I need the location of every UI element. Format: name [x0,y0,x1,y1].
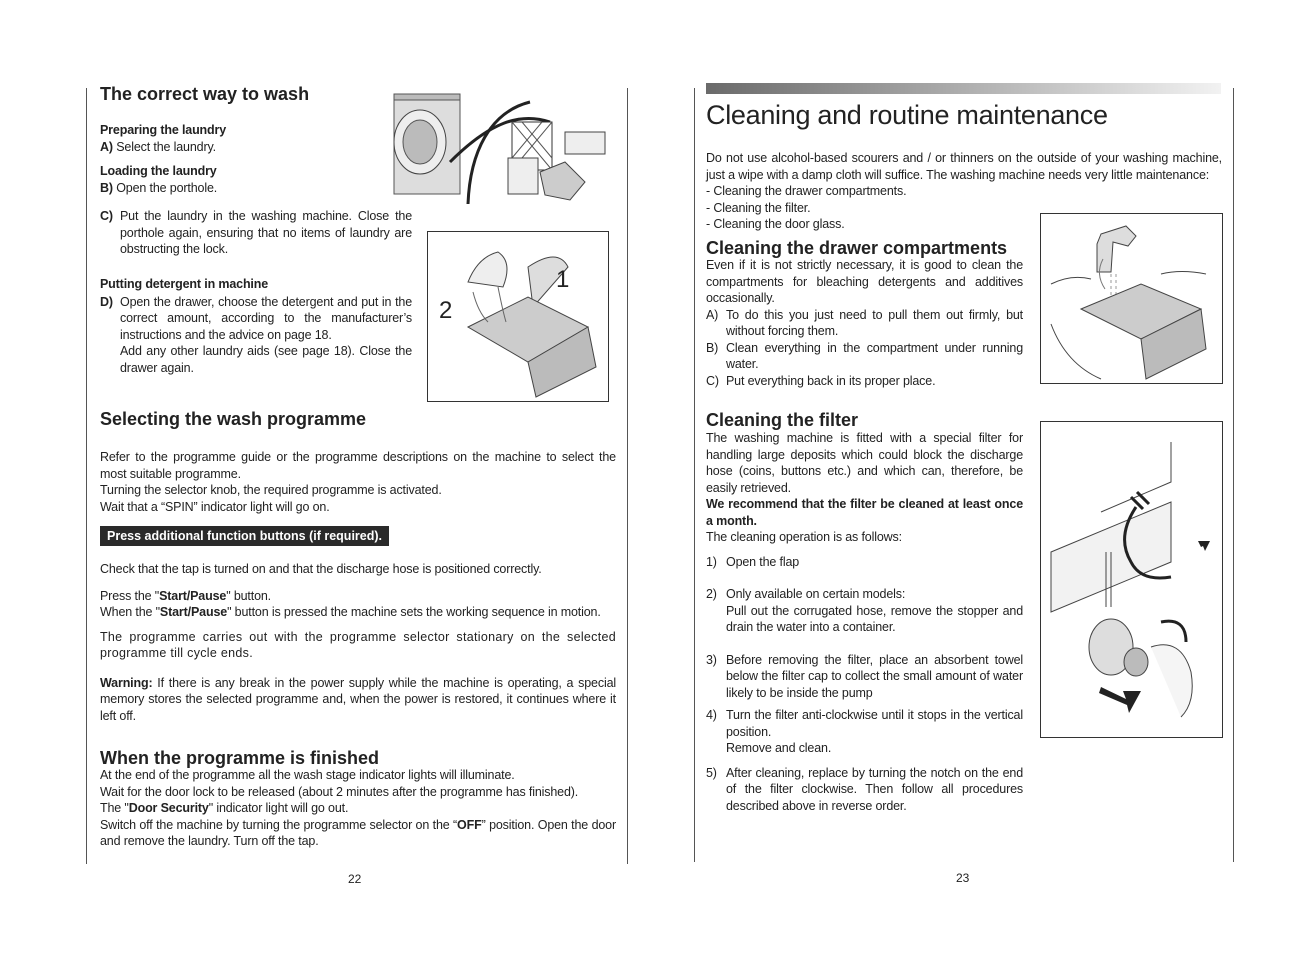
step-key-b: B) [100,180,113,195]
left-margin-rule [86,88,87,864]
filter-text: The washing machine is fitted with a special filter for handling large deposits which could block the discharge hose (coins, buttons etc.) and which can, therefore, be easily retrieved. [706,431,1023,495]
carries-out-text: The programme carries out with the programme selector stationary on the selected programme till cycle ends. [100,629,616,660]
start-pause-label: Start/Pause [159,588,227,603]
drawer-tap-illustration [1041,214,1222,383]
step-text-d2: Add any other laundry aids (see page 18). Close the drawer again. [120,344,412,375]
finished-block: When the programme is finished At the end of the programme all the wash stage indicator lights will illuminate. Wait for the door lock to be released (about 2 minutes after the programme has finished). The "Door Security" indicator light will go out. Switch off the machine by turning the programme selector on the “OFF” position. Open the door and remove the laundry. Turn off the tap. [100,748,616,848]
filter-step: 2) Only available on certain models: Pull out the corrugated hose, remove the stopper and drain the water into a container. [706,587,1023,634]
loading-title: Loading the laundry [100,164,217,178]
detergent-block [100,276,412,376]
step-key-d: D) [100,294,113,309]
filter-illustration [1041,422,1222,737]
filter-text-2: The cleaning operation is as follows: [706,530,902,544]
detergent-title: Putting detergent in machine [100,277,269,291]
section-title-selecting: Selecting the wash programme [100,409,367,429]
washing-machine-illustration [390,92,615,204]
intro-text: Do not use alcohol-based scourers and / or thinners on the outside of your washing machine, just a wipe with a damp cloth will suffice. The washing machine needs very little maintenance: [706,151,1222,182]
filter-cleaning-figure [1040,421,1223,738]
drawer-item: C) Put everything back in its proper place. [706,373,936,388]
step-text-a: Select the laundry. [116,139,216,154]
door-security-label: Door Security [128,801,209,815]
filter-step: 4) Turn the filter anti-clockwise until it stops in the vertical position. Remove and clean. [706,708,1023,755]
right-title-block [706,100,1222,131]
right-margin-rule [694,88,695,862]
step-key-c: C) [100,209,113,223]
step-text-c: Put the laundry in the washing machine. Close the porthole again, ensuring that no items of laundry are obstructing the lock. [120,209,412,256]
filter-section [706,410,1023,814]
section-title-correct-way: The correct way to wash [100,84,310,104]
filter-step: 3) Before removing the filter, place an absorbent towel below the filter cap to collect the small amount of water likely to be inside the pump [706,652,1023,700]
figure-label-2: 2 [439,297,453,324]
filter-recommendation: We recommend that the filter be cleaned at least once a month. [706,497,1023,528]
selecting-text-3: Wait that a “SPIN” indicator light will go on. [100,499,330,514]
intro-item-filter: - Cleaning the filter. [706,200,811,215]
figure-label-1: 1 [556,266,570,293]
additional-functions-banner: Press additional function buttons (if required). [100,526,389,546]
step-text-b: Open the porthole. [116,180,218,195]
page-title: Cleaning and routine maintenance [706,100,1108,130]
page-number-right: 23 [956,871,970,885]
filter-step: 1) Open the flap [706,554,800,569]
section-title-drawer: Cleaning the drawer compartments [706,238,1008,258]
right-column-rule [1233,88,1234,862]
drawer-item: A) To do this you just need to pull them out firmly, but without forcing them. [706,307,1023,338]
warning-paragraph: Warning: If there is any break in the power supply while the machine is operating, a special memory stores the selected programme and, when the power is restored, it continues where it left off. [100,675,616,723]
drawer-section [706,238,1023,389]
intro-item-glass: - Cleaning the door glass. [706,217,845,231]
drawer-text: Even if it is not strictly necessary, it is good to clean the compartments for bleaching detergents and additives occasionally. [706,258,1023,305]
step-c [100,208,412,258]
start-pause-label-2: Start/Pause [159,605,228,619]
section-title-filter: Cleaning the filter [706,410,859,430]
selecting-block: Selecting the wash programme Refer to the programme guide or the programme descriptions on the machine to select the most suitable programme. Turning the selector knob, the required programme is activated. Wait that a “SPIN” indicator light will go on. Press additional function buttons (if required). Check that the tap is turned on and that the discharge hose is positioned correctly. Press the "Start/Pause" button. When the "Start/Pause" button is pressed the machine sets the working sequence in motion. The programme carries out with the programme selector stationary on the selected programme till cycle ends. Warning: If there is any break in the power supply while the machine is operating, a special memory stores the selected programme and, when the power is restored, it continues where it left off. [100,409,616,723]
finished-text-2: Wait for the door lock to be released (about 2 minutes after the programme has finished). [100,784,579,799]
section-title-finished: When the programme is finished [100,748,380,768]
selecting-text-2: Turning the selector knob, the required programme is activated. [100,483,442,497]
step-key-a: A) [100,139,113,154]
detergent-drawer-figure [427,231,609,402]
page-number-left: 22 [348,872,362,886]
drawer-illustration [428,232,608,401]
warning-label: Warning: [100,675,153,690]
finished-text-1: At the end of the programme all the wash stage indicator lights will illuminate. [100,768,515,782]
off-label: OFF [457,817,482,832]
intro-item-drawer: - Cleaning the drawer compartments. [706,184,907,198]
check-tap-text: Check that the tap is turned on and that the discharge hose is positioned correctly. [100,562,542,576]
drawer-cleaning-figure [1040,213,1223,384]
filter-step: 5) After cleaning, replace by turning the notch on the end of the filter clockwise. Then follow all procedures described above in reverse order. [706,765,1023,813]
drawer-item: B) Clean everything in the compartment under running water. [706,340,1023,371]
title-gradient-bar [706,83,1221,94]
preparing-title: Preparing the laundry [100,123,227,137]
preparing-block [100,122,400,196]
step-text-d1: Open the drawer, choose the detergent and put in the correct amount, according to the manufacturer’s instructions and the advice on page 18. [120,294,412,342]
left-column-rule [627,88,628,864]
selecting-text-1: Refer to the programme guide or the programme descriptions on the machine to select the most suitable programme. [100,450,616,481]
